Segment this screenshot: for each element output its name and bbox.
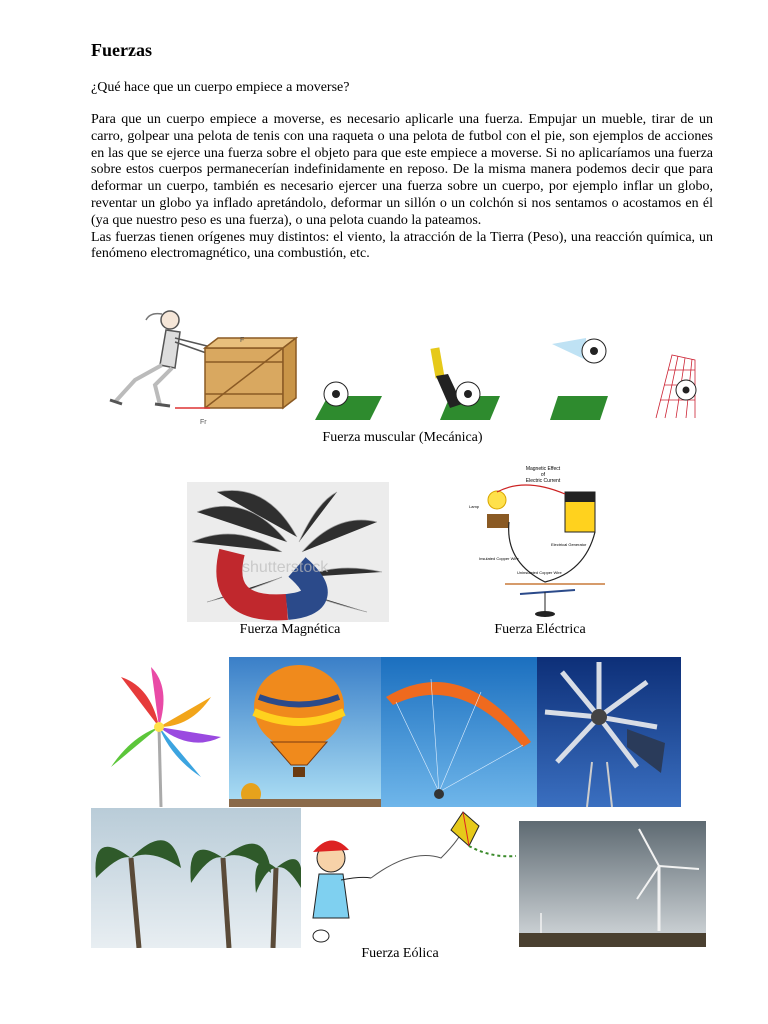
- caption-electrica: Fuerza Eléctrica: [494, 622, 586, 637]
- page-title: Fuerzas: [91, 40, 152, 60]
- compass-needle: [520, 590, 575, 594]
- svg-text:of: of: [540, 472, 546, 478]
- body-text: [91, 112, 713, 263]
- grass-patch-3: [550, 396, 608, 420]
- pinwheel-image: [91, 657, 229, 807]
- svg-text:Uninsulated Copper Wire: Uninsulated Copper Wire: [517, 570, 562, 575]
- windmill-image: [537, 657, 681, 807]
- wind-turbines-image: [519, 821, 706, 947]
- boy-with-kite-image: [301, 808, 519, 948]
- friction-label: Fr: [200, 419, 207, 426]
- paragraph-1: Para que un cuerpo empiece a moverse, es necesario aplicarle una fuerza. Empujar un mueble, tirar de un carro, golpear una pelota de tenis con una raqueta o una pelota de futbol con el pie, son ejemplos de acciones en las que se ejerce una fuerza sobre el objeto para que este empiece a moverse. Si no aplicaríamos una fuerza sobre estos cuerpos permanecerían indefinidamente en reposo. De la misma manera podemos decir que para deformar un cuerpo, también es necesario ejercer una fuerza sobre un cuerpo, por ejemplo inflar un globo, reventar un globo ya inflado apretándolo, deformar un sillón o un colchón si nos sentamos o acostamos en él (ya que nuestro peso es una fuerza), o una pelota cuando la pateamos.: [91, 112, 713, 228]
- svg-text:Magnetic Effect: Magnetic Effect: [525, 466, 561, 472]
- svg-text:Electrical Generator: Electrical Generator: [551, 542, 587, 547]
- force-label: F: [240, 337, 245, 344]
- palm-trees-image: [91, 808, 301, 948]
- lamp-bulb: [488, 491, 506, 509]
- intro-question: ¿Qué hace que un cuerpo empiece a moverse?: [91, 80, 350, 95]
- paragraph-2: Las fuerzas tienen orígenes muy distintos: el viento, la atracción de la Tierra (Peso), una reacción química, un fenómeno electromagnético, una combustión, etc.: [91, 229, 713, 262]
- muscular-force-illustration: [100, 300, 700, 430]
- wooden-crate: [205, 338, 296, 408]
- caption-muscular: Fuerza muscular (Mecánica): [322, 430, 483, 445]
- electric-circuit-diagram: [465, 462, 615, 622]
- caption-magnetica: Fuerza Magnética: [239, 622, 341, 637]
- hot-air-balloon-image: [229, 657, 381, 807]
- motion-trail: [552, 338, 586, 360]
- lamp-base: [487, 514, 509, 528]
- svg-text:Insulated Copper Wire: Insulated Copper Wire: [479, 556, 519, 561]
- girl-pushing-figure: [110, 311, 215, 406]
- svg-text:Electric Current: Electric Current: [525, 478, 561, 484]
- kicking-leg: [430, 347, 444, 378]
- svg-text:Lamp: Lamp: [469, 504, 480, 509]
- magnet-image: [187, 482, 389, 622]
- paraglider-image: [381, 657, 537, 807]
- watermark: shutterstock: [242, 559, 329, 576]
- caption-eolica: Fuerza Eólica: [361, 946, 439, 961]
